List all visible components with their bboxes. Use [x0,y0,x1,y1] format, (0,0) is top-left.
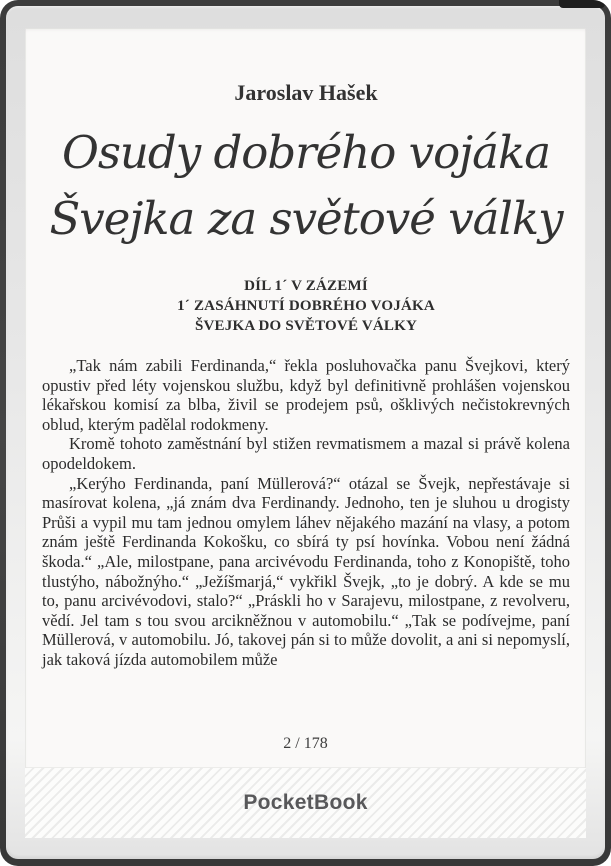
chapter-heading-line-3: ŠVEJKA DO SVĚTOVÉ VÁLKY [194,318,418,334]
reading-page [25,80,586,670]
bottom-bezel [25,768,586,838]
body-paragraph: „Tak nám zabili Ferdinanda,“ řekla posluhovačka panu Švejkovi, který opustiv před léty vojenskou službu, když byl definitivně prohlášen vojenskou lékařskou komisí za blba, živil se prodejem psů, ošklivých nečistokrevných oblud, kterým padělal rodokmeny. [42,356,570,434]
pocketbook-logo: PocketBook [243,791,368,814]
book-author: Jaroslav Hašek [234,80,378,105]
power-button[interactable] [559,0,605,8]
chapter-heading-line-1: DÍL 1´ V ZÁZEMÍ [244,278,368,294]
page-indicator: 2 / 178 [283,735,328,752]
book-title-line-2: Švejka za světové války [49,192,563,245]
chapter-heading-line-2: 1´ ZASÁHNUTÍ DOBRÉHO VOJÁKA [177,298,435,314]
chapter-heading [42,276,570,336]
body-paragraph: Kromě tohoto zaměstnání byl stižen revmatismem a mazal si právě kolena opodeldokem. [42,434,570,473]
book-title-line-1: Osudy dobrého vojáka [61,126,551,179]
body-text [42,356,570,670]
ereader-screen[interactable] [25,28,586,768]
body-paragraph: „Kerýho Ferdinanda, paní Müllerová?“ otázal se Švejk, nepřestávaje si masírovat kolena, „já znám dva Ferdinandy. Jednoho, ten je sluhou u drogisty Průši a vypil mu tam jednou omylem láhev nějakého mazání na vlasy, a potom znám ještě Ferdinanda Kokošku, co sbírá ty psí hovínka. Vobou není žádná škoda.“ „Ale, milostpane, pana arcivévodu Ferdinanda, toho z Konopiště, toho tlustýho, nábožnýho.“ „Ježíšmarjá,“ vykřikl Švejk, „to je dobrý. A kde se mu to, panu arcivévodovi, stalo?“ „Práskli ho v Sarajevu, milostpane, z revolveru, vědí. Jel tam s tou svou arcikněžnou v automobilu.“ „Tak se podívejme, paní Müllerová, v automobilu. Jó, takovej pán si to může dovolit, a ani si nepomyslí, jak taková jízda automobilem může [42,473,570,669]
